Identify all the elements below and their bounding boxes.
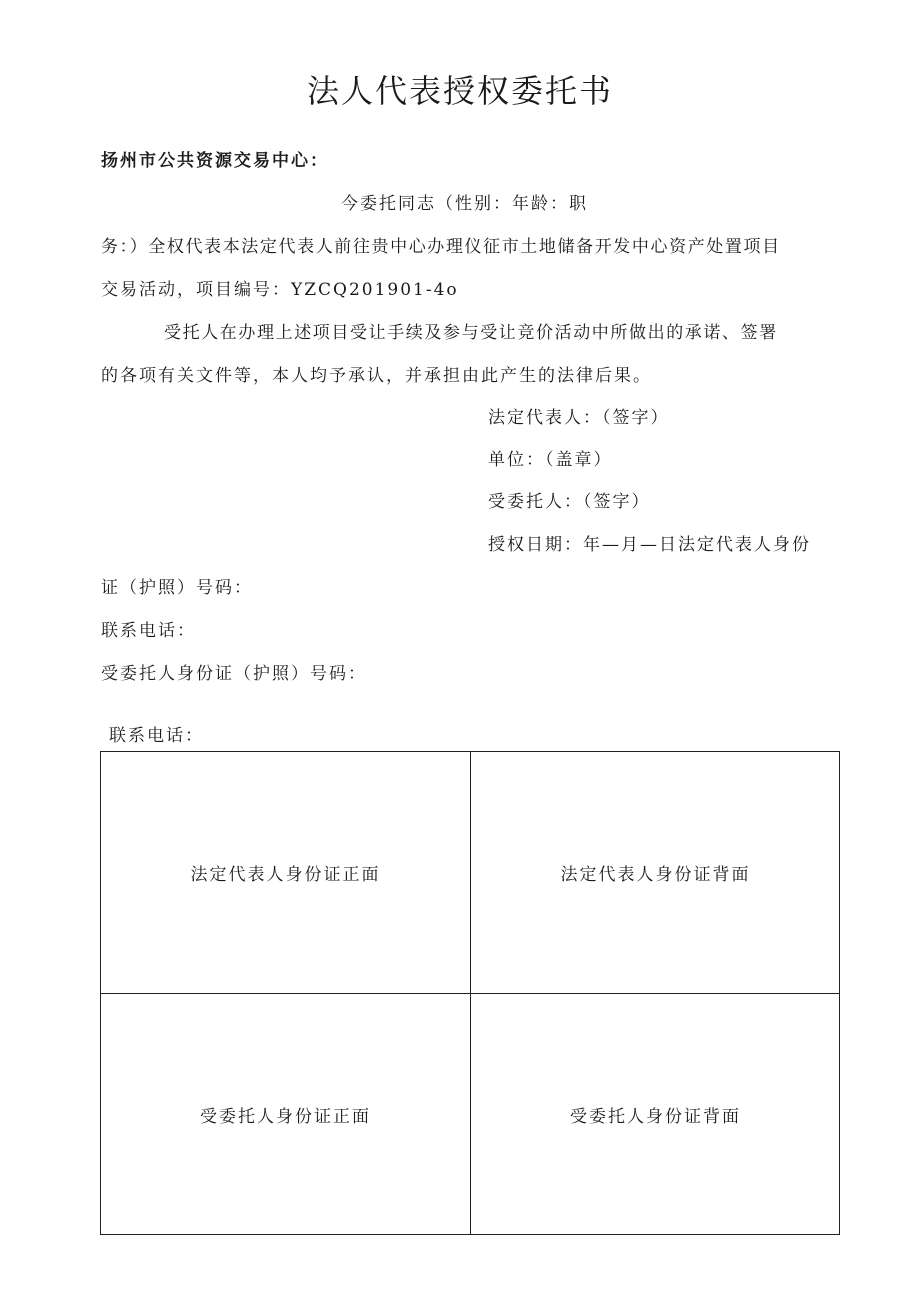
id-number-line: 证（护照）号码：: [101, 578, 253, 598]
sign-unit: 单位：（盖章）: [488, 450, 613, 470]
legal-rep-id-front-label: 法定代表人身份证正面: [190, 865, 381, 885]
phone-line-1: 联系电话：: [101, 621, 196, 641]
para2-line1: 受托人在办理上述项目受让手续及参与受让竞价活动中所做出的承诺、签署: [164, 323, 778, 343]
legal-rep-id-back-label: 法定代表人身份证背面: [560, 865, 751, 885]
trustee-id-front-cell: [101, 994, 471, 1235]
para2-line2: 的各项有关文件等，本人均予承认，并承担由此产生的法律后果。: [101, 366, 652, 386]
sign-trustee: 受委托人：（签字）: [488, 492, 651, 512]
para1-line3: 交易活动，项目编号：YZCQ201901-4o: [101, 280, 459, 300]
trustee-id-back-cell: [471, 994, 840, 1235]
legal-rep-id-back-cell: [471, 752, 840, 994]
id-card-table: [100, 751, 840, 1235]
addressee: 扬州市公共资源交易中心：: [101, 151, 329, 171]
para1-line1: 今委托同志（性别：年龄：职: [341, 194, 588, 214]
para1-line2: 务：）全权代表本法定代表人前往贵中心办理仪征市土地储备开发中心资产处置项目: [101, 237, 781, 257]
phone-line-2: 联系电话：: [109, 726, 204, 746]
trustee-id-line: 受委托人身份证（护照）号码：: [101, 664, 367, 684]
trustee-id-front-label: 受委托人身份证正面: [200, 1107, 371, 1127]
sign-legal-rep: 法定代表人：（签字）: [488, 408, 670, 428]
legal-rep-id-front-cell: [101, 752, 471, 994]
trustee-id-back-label: 受委托人身份证背面: [570, 1107, 741, 1127]
document-title: 法人代表授权委托书: [306, 72, 613, 110]
auth-date-line: 授权日期：年—月—日法定代表人身份: [488, 535, 811, 555]
